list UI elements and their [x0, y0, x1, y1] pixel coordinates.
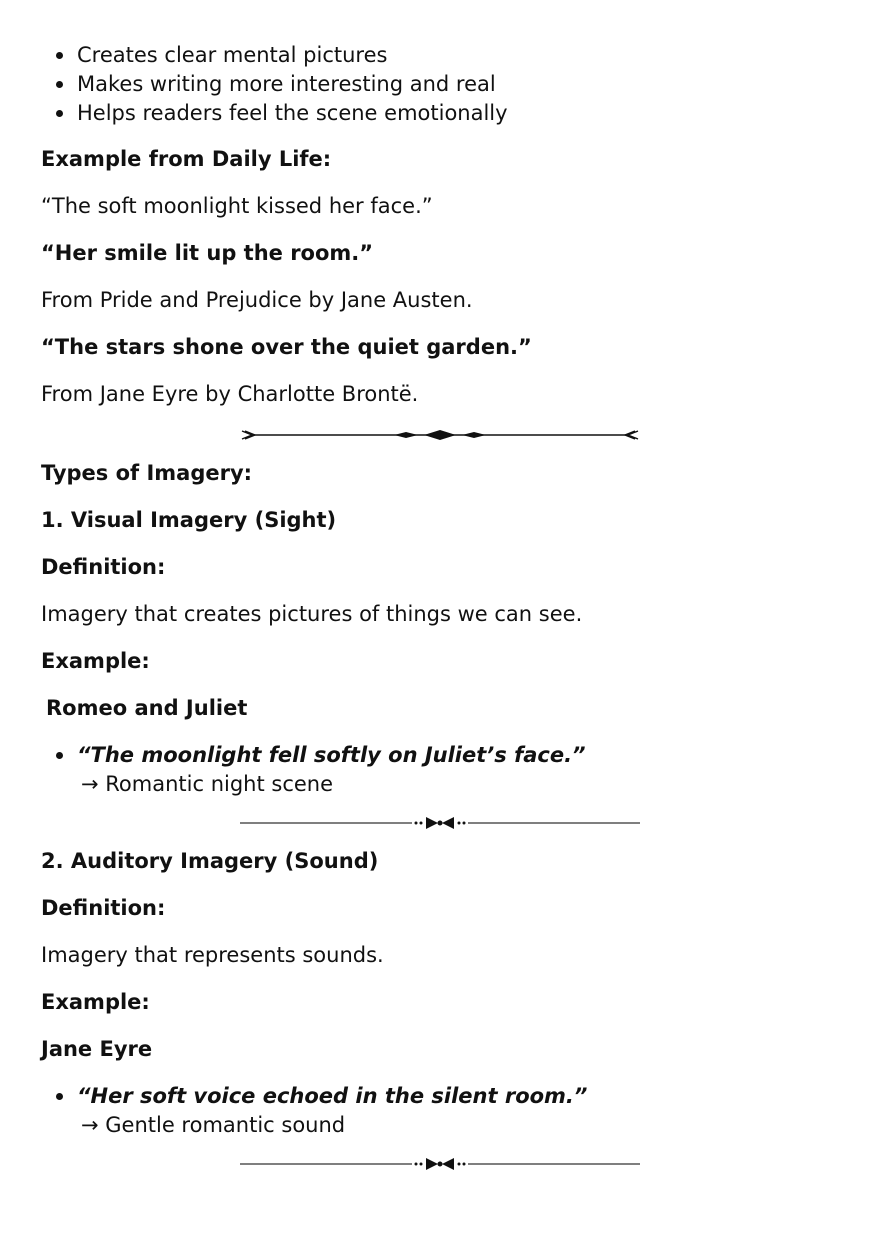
work-title: Romeo and Juliet [46, 696, 248, 720]
section-heading: Example from Daily Life: [41, 147, 332, 171]
bullet-icon [56, 752, 63, 759]
definition-text: Imagery that creates pictures of things we can see. [41, 602, 583, 626]
subsection-title: 1. Visual Imagery (Sight) [41, 508, 337, 532]
bullet-icon [56, 81, 63, 88]
list-item: “The moonlight fell softly on Juliet’s face.” → Romantic night scene [41, 741, 641, 801]
ornamental-divider [240, 1155, 640, 1173]
ornamental-divider [240, 425, 640, 445]
example-label: Example: [41, 649, 150, 673]
source-text: From Jane Eyre by Charlotte Brontë. [41, 382, 419, 406]
work-title: Jane Eyre [41, 1037, 153, 1061]
ornamental-divider [240, 814, 640, 832]
bullet-icon [56, 52, 63, 59]
example-label: Example: [41, 990, 150, 1014]
definition-label: Definition: [41, 555, 166, 579]
list-item: “Her soft voice echoed in the silent room.” → Gentle romantic sound [41, 1082, 641, 1142]
quote-text: “The stars shone over the quiet garden.” [41, 335, 532, 359]
quote-text: “Her smile lit up the room.” [41, 241, 374, 265]
subsection-title: 2. Auditory Imagery (Sound) [41, 849, 379, 873]
bullet-icon [56, 110, 63, 117]
bullet-icon [56, 1093, 63, 1100]
section-heading: Types of Imagery: [41, 461, 253, 485]
quote-text: “The soft moonlight kissed her face.” [41, 194, 433, 218]
definition-label: Definition: [41, 896, 166, 920]
definition-text: Imagery that represents sounds. [41, 943, 384, 967]
source-text: From Pride and Prejudice by Jane Austen. [41, 288, 473, 312]
